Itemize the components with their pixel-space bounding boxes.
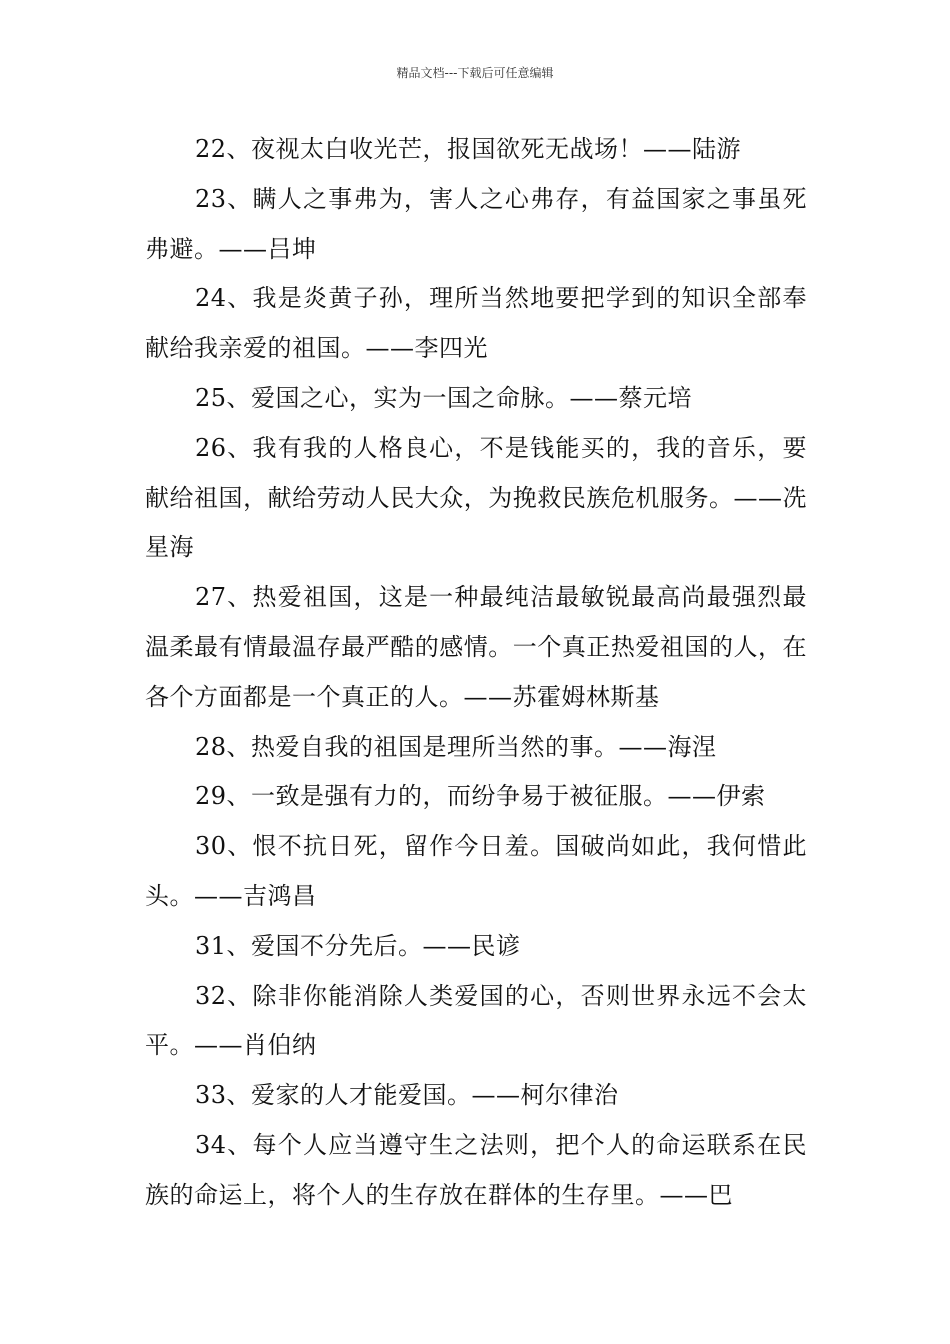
page-header: 精品文档---下载后可任意编辑 <box>396 66 554 80</box>
quote-paragraph-30: 30、恨不抗日死，留作今日羞。国破尚如此，我何惜此头。——吉鸿昌 <box>145 832 807 910</box>
quote-paragraph-22: 22、夜视太白收光芒，报国欲死无战场！——陆游 <box>195 135 742 163</box>
quote-paragraph-23: 23、瞒人之事弗为，害人之心弗存，有益国家之事虽死弗避。——吕坤 <box>145 184 807 263</box>
quote-paragraph-27: 27、热爱祖国，这是一种最纯洁最敏锐最高尚最强烈最温柔最有情最温存最严酷的感情。一个真正热爱祖国的人，在各个方面都是一个真正的人。——苏霍姆林斯基 <box>145 583 807 711</box>
quote-paragraph-25: 25、爱国之心，实为一国之命脉。——蔡元培 <box>195 383 693 412</box>
quote-paragraph-34: 34、每个人应当遵守生之法则，把个人的命运联系在民族的命运上，将个人的生存放在群体的生存里。——巴 <box>145 1130 807 1209</box>
quote-paragraph-24: 24、我是炎黄子孙，理所当然地要把学到的知识全部奉献给我亲爱的祖国。——李四光 <box>145 284 807 363</box>
quote-paragraph-32: 32、除非你能消除人类爱国的心，否则世界永远不会太平。——肖伯纳 <box>145 981 807 1060</box>
quote-paragraph-26: 26、我有我的人格良心，不是钱能买的，我的音乐，要献给祖国，献给劳动人民大众，为挽救民族危机服务。——冼星海 <box>145 433 807 562</box>
quote-paragraph-33: 33、爱家的人才能爱国。——柯尔律治 <box>195 1081 619 1110</box>
quote-paragraph-31: 31、爱国不分先后。——民谚 <box>195 931 521 960</box>
quote-paragraph-29: 29、一致是强有力的，而纷争易于被征服。——伊索 <box>195 782 766 811</box>
quote-paragraph-28: 28、热爱自我的祖国是理所当然的事。——海涅 <box>195 732 717 761</box>
document-body <box>145 125 807 1221</box>
